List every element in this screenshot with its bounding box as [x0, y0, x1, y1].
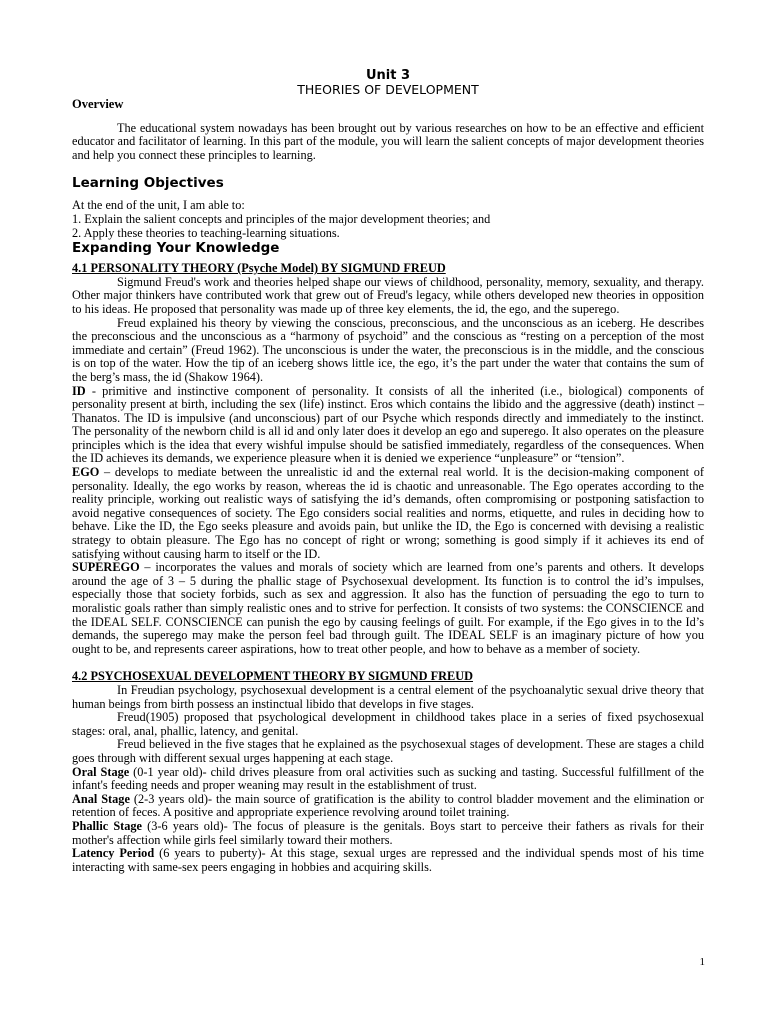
freud-1905-paragraph: Freud(1905) proposed that psychological development in childhood takes place in a series of fixed psychosexual stages: oral, anal, phallic, latency, and genital. [72, 710, 704, 738]
anal-stage-term: Anal Stage [72, 791, 130, 806]
phallic-stage-term: Phallic Stage [72, 818, 143, 833]
document-page [72, 68, 704, 874]
ego-term: EGO [72, 465, 100, 480]
page-number: 1 [699, 956, 705, 968]
freud-work-paragraph: Sigmund Freud's work and theories helped shape our views of childhood, personality, memory, sexuality, and therapy. Other major thinkers have contributed work that grew out of Freud's legacy, while others developed new theories in opposition to his ideas. He proposed that personality was made up of three key elements, the id, the ego, and the superego. [72, 274, 704, 316]
section-4-1-heading: 4.1 PERSONALITY THEORY (Psyche Model) BY SIGMUND FREUD [72, 261, 446, 276]
five-stages-paragraph: Freud believed in the five stages that he explained as the psychosexual stages of development. These are stages a child goes through with different sexual urges happening at each stage. [72, 737, 704, 765]
id-paragraph [72, 385, 704, 467]
objectives-intro: At the end of the unit, I am able to: [72, 198, 245, 213]
id-text: - primitive and instinctive component of personality. It consists of all the inherited (i.e., biological) components of personality present at birth, including the sex (life) instinct. Eros which contains the libido and the aggressive (death) instinct – Thanatos. The ID is impulsive (and unconscious) part of our Psyche which responds directly and immediately to the instinct. The personality of the newborn child is all id and only later does it develop an ego and superego. It also operates on the pleasure principles which is the idea that every wishful impulse should be satisfied immediately, regardless of the consequences. When the ID achieves its demands, we experience pleasure when it is denied we experience “unpleasure” or “tension”. [72, 383, 704, 466]
oral-stage-text: (0-1 year old)- child drives pleasure from oral activities such as sucking and tasting. Successful fulfillment of the infant's feeding needs and proper weaning may result in the establishment of trust. [72, 764, 704, 793]
superego-text: – incorporates the values and morals of society which are learned from one’s parents and others. It develops around the age of 3 – 5 during the phallic stage of Psychosexual development. Its function is to control the id’s impulses, especially those that society forbids, such as sex and aggression. It also has the function of persuading the ego to turn to moralistic goals rather than simply realistic ones and to strive for perfection. It consists of two systems: the CONSCIENCE and the IDEAL SELF. CONSCIENCE can punish the ego by causing feelings of guilt. For example, if the Ego gives in to the Id’s demands, the superego may make the person feel bad through guilt. The IDEAL SELF is an imaginary picture of how you ought to be, and represents career aspirations, how to treat other people, and how to behave as a member of society. [72, 560, 704, 656]
latency-period-term: Latency Period [72, 846, 155, 861]
id-term: ID [72, 383, 86, 398]
latency-period-text: (6 years to puberty)- At this stage, sexual urges are repressed and the individual spends most of his time interacting with same-sex peers engaging in hobbies and acquiring skills. [72, 846, 704, 874]
document-title: THEORIES OF DEVELOPMENT [297, 82, 479, 97]
oral-stage-term: Oral Stage [72, 764, 130, 779]
oral-stage-paragraph [72, 766, 704, 793]
objective-item-1: 1. Explain the salient concepts and principles of the major development theories; and [72, 211, 491, 226]
iceberg-paragraph: Freud explained his theory by viewing the conscious, preconscious, and the unconscious as an iceberg. He describes the preconscious and the unconscious as a “harmony of psychoid” and the conscious as “resting on a perception of the most immediate and certain” (Freud 1962). The unconscious is under the water, the preconscious is in the middle, and the conscious is on top of the water. How the tip of an iceberg shows little ice, the ego, it’s the part under the water that contains the sum of the berg’s mass, the id (Shakow 1964). [72, 315, 704, 384]
anal-stage-text: (2-3 years old)- the main source of gratification is the ability to control bladder movement and the elimination or retention of feces. A positive and appropriate experience revolving around toilet training. [72, 791, 704, 820]
superego-term: SUPEREGO [72, 560, 140, 575]
learning-objectives-heading: Learning Objectives [72, 175, 224, 192]
overview-paragraph: The educational system nowadays has been brought out by various researches on how to be an effective and efficient educator and facilitator of learning. In this part of the module, you will learn the salient concepts of major development theories and help you connect these principles to learning. [72, 120, 704, 162]
phallic-stage-paragraph [72, 820, 704, 847]
ego-paragraph [72, 466, 704, 561]
latency-period-paragraph [72, 847, 704, 874]
overview-heading: Overview [72, 97, 124, 111]
objective-item-2: 2. Apply these theories to teaching-learning situations. [72, 225, 340, 240]
anal-stage-paragraph [72, 793, 704, 820]
ego-text: – develops to mediate between the unrealistic id and the external real world. It is the decision-making component of personality. Ideally, the ego works by reason, whereas the id is chaotic and unreasonable. The Ego operates according to the reality principle, working out realistic ways of satisfying the id’s demands, often compromising or postponing satisfaction to avoid negative consequences of society. The Ego considers social realities and norms, etiquette, and rules in deciding how to behave. Like the ID, the Ego seeks pleasure and avoids pain, but unlike the ID, the Ego is concerned with devising a realistic strategy to obtain pleasure. The Ego has no concept of right or wrong; something is good simply if it achieves its end of satisfying without causing harm to itself or the ID. [72, 465, 704, 561]
superego-paragraph [72, 561, 704, 656]
expanding-knowledge-heading: Expanding Your Knowledge [72, 240, 280, 257]
psychosexual-intro-paragraph: In Freudian psychology, psychosexual development is a central element of the psychoanalytic sexual drive theory that human beings from birth possess an instinctual libido that develops in five stages. [72, 682, 704, 711]
section-4-2-heading: 4.2 PSYCHOSEXUAL DEVELOPMENT THEORY BY SIGMUND FREUD [72, 669, 473, 684]
unit-title: Unit 3 [365, 68, 411, 83]
phallic-stage-text: (3-6 years old)- The focus of pleasure is the genitals. Boys start to perceive their fathers as rivals for their mother's affection while girls feel similarly toward their mothers. [72, 818, 704, 847]
